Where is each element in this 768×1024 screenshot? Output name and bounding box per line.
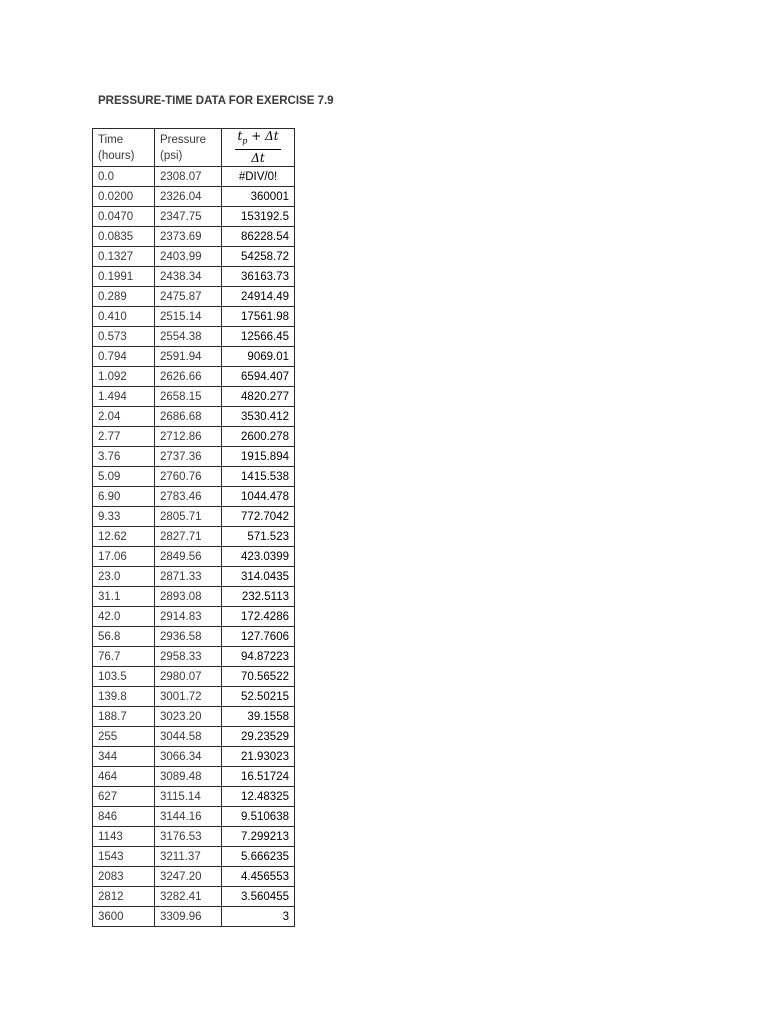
cell-time: 17.06 (93, 547, 155, 567)
cell-horner-ratio: 29.23529 (222, 727, 295, 747)
cell-horner-ratio: 360001 (222, 187, 295, 207)
cell-pressure: 2958.33 (155, 647, 222, 667)
cell-time: 0.794 (93, 347, 155, 367)
cell-horner-ratio: 3 (222, 907, 295, 927)
cell-horner-ratio: 423.0399 (222, 547, 295, 567)
cell-time: 846 (93, 807, 155, 827)
table-row (93, 547, 295, 567)
cell-time: 76.7 (93, 647, 155, 667)
table-row (93, 367, 295, 387)
pressure-header-line2: (psi) (160, 149, 183, 162)
cell-horner-ratio: 12566.45 (222, 327, 295, 347)
table-row (93, 487, 295, 507)
table-row (93, 287, 295, 307)
cell-pressure: 2914.83 (155, 607, 222, 627)
table-row (93, 467, 295, 487)
column-header-pressure (155, 129, 222, 167)
cell-horner-ratio: 17561.98 (222, 307, 295, 327)
cell-horner-ratio: 3530.412 (222, 407, 295, 427)
cell-time: 12.62 (93, 527, 155, 547)
cell-time: 0.289 (93, 287, 155, 307)
table-row (93, 387, 295, 407)
cell-pressure: 3176.53 (155, 827, 222, 847)
cell-time: 1.092 (93, 367, 155, 387)
time-header-line2: (hours) (98, 149, 135, 162)
cell-pressure: 2658.15 (155, 387, 222, 407)
table-row (93, 307, 295, 327)
cell-time: 0.1991 (93, 267, 155, 287)
table-row (93, 627, 295, 647)
cell-time: 1.494 (93, 387, 155, 407)
cell-pressure: 2308.07 (155, 167, 222, 187)
cell-horner-ratio: 232.5113 (222, 587, 295, 607)
cell-horner-ratio: 172.4286 (222, 607, 295, 627)
table-row (93, 587, 295, 607)
cell-pressure: 2871.33 (155, 567, 222, 587)
cell-horner-ratio: 94.87223 (222, 647, 295, 667)
table-row (93, 227, 295, 247)
cell-horner-ratio: 1415.538 (222, 467, 295, 487)
cell-pressure: 3282.41 (155, 887, 222, 907)
table-row (93, 907, 295, 927)
cell-pressure: 2737.36 (155, 447, 222, 467)
table-row (93, 807, 295, 827)
cell-time: 0.0835 (93, 227, 155, 247)
cell-horner-ratio: 12.48325 (222, 787, 295, 807)
table-row (93, 407, 295, 427)
table-row (93, 427, 295, 447)
cell-pressure: 3001.72 (155, 687, 222, 707)
cell-pressure: 2760.76 (155, 467, 222, 487)
cell-pressure: 2827.71 (155, 527, 222, 547)
cell-pressure: 2936.58 (155, 627, 222, 647)
cell-pressure: 2980.07 (155, 667, 222, 687)
table-row (93, 347, 295, 367)
ratio-denominator: Δt (251, 151, 265, 166)
cell-pressure: 2475.87 (155, 287, 222, 307)
cell-pressure: 3066.34 (155, 747, 222, 767)
cell-horner-ratio: 16.51724 (222, 767, 295, 787)
pressure-time-table (92, 128, 295, 927)
cell-horner-ratio: 4820.277 (222, 387, 295, 407)
cell-time: 31.1 (93, 587, 155, 607)
cell-horner-ratio: 153192.5 (222, 207, 295, 227)
cell-horner-ratio: 5.666235 (222, 847, 295, 867)
cell-horner-ratio: 6594.407 (222, 367, 295, 387)
table-row (93, 707, 295, 727)
table-row (93, 567, 295, 587)
cell-pressure: 3211.37 (155, 847, 222, 867)
table-row (93, 507, 295, 527)
cell-time: 2083 (93, 867, 155, 887)
cell-time: 255 (93, 727, 155, 747)
cell-time: 23.0 (93, 567, 155, 587)
cell-pressure: 3144.16 (155, 807, 222, 827)
cell-time: 2812 (93, 887, 155, 907)
cell-time: 0.0200 (93, 187, 155, 207)
cell-time: 0.1327 (93, 247, 155, 267)
cell-pressure: 2373.69 (155, 227, 222, 247)
cell-pressure: 2591.94 (155, 347, 222, 367)
table-body (93, 167, 295, 927)
table-row (93, 267, 295, 287)
table-row (93, 887, 295, 907)
table-row (93, 767, 295, 787)
cell-time: 3.76 (93, 447, 155, 467)
table-row (93, 187, 295, 207)
cell-time: 0.0 (93, 167, 155, 187)
cell-horner-ratio: 21.93023 (222, 747, 295, 767)
pressure-header-line1: Pressure (160, 133, 207, 146)
cell-pressure: 3247.20 (155, 867, 222, 887)
cell-time: 0.410 (93, 307, 155, 327)
cell-pressure: 3309.96 (155, 907, 222, 927)
cell-pressure: 3023.20 (155, 707, 222, 727)
cell-time: 0.0470 (93, 207, 155, 227)
cell-time: 0.573 (93, 327, 155, 347)
page-title: PRESSURE-TIME DATA FOR EXERCISE 7.9 (98, 95, 334, 107)
table-row (93, 827, 295, 847)
cell-horner-ratio: 571.523 (222, 527, 295, 547)
cell-pressure: 2347.75 (155, 207, 222, 227)
table-row (93, 647, 295, 667)
cell-pressure: 2554.38 (155, 327, 222, 347)
cell-horner-ratio: 4.456553 (222, 867, 295, 887)
cell-horner-ratio: 1044.478 (222, 487, 295, 507)
cell-pressure: 2783.46 (155, 487, 222, 507)
cell-time: 627 (93, 787, 155, 807)
cell-horner-ratio: 39.1558 (222, 707, 295, 727)
table-row (93, 867, 295, 887)
ratio-numerator-sub: p (242, 136, 248, 146)
ratio-numerator: $t_p + \Delta t$ (235, 129, 280, 150)
cell-horner-ratio: 2600.278 (222, 427, 295, 447)
cell-horner-ratio: 86228.54 (222, 227, 295, 247)
column-header-time (93, 129, 155, 167)
cell-time: 103.5 (93, 667, 155, 687)
table-row (93, 747, 295, 767)
table-row (93, 247, 295, 267)
cell-time: 1143 (93, 827, 155, 847)
cell-time: 42.0 (93, 607, 155, 627)
cell-time: 2.04 (93, 407, 155, 427)
cell-horner-ratio: 9.510638 (222, 807, 295, 827)
cell-pressure: 2805.71 (155, 507, 222, 527)
cell-pressure: 2686.68 (155, 407, 222, 427)
cell-time: 3600 (93, 907, 155, 927)
cell-time: 6.90 (93, 487, 155, 507)
cell-pressure: 3044.58 (155, 727, 222, 747)
cell-horner-ratio: 127.7606 (222, 627, 295, 647)
table-row (93, 667, 295, 687)
cell-pressure: 2515.14 (155, 307, 222, 327)
cell-horner-ratio: 7.299213 (222, 827, 295, 847)
horner-ratio-formula (235, 129, 280, 166)
cell-time: 56.8 (93, 627, 155, 647)
cell-time: 139.8 (93, 687, 155, 707)
cell-horner-ratio: 52.50215 (222, 687, 295, 707)
cell-horner-ratio: 314.0435 (222, 567, 295, 587)
column-header-horner-ratio (222, 129, 295, 167)
table-row (93, 447, 295, 467)
table-row (93, 727, 295, 747)
table-row (93, 607, 295, 627)
table-row (93, 167, 295, 187)
cell-time: 5.09 (93, 467, 155, 487)
table-row (93, 327, 295, 347)
cell-time: 2.77 (93, 427, 155, 447)
cell-pressure: 2712.86 (155, 427, 222, 447)
cell-horner-ratio: 24914.49 (222, 287, 295, 307)
cell-horner-ratio: #DIV/0! (222, 167, 295, 187)
cell-horner-ratio: 9069.01 (222, 347, 295, 367)
cell-time: 344 (93, 747, 155, 767)
table-row (93, 847, 295, 867)
cell-horner-ratio: 772.7042 (222, 507, 295, 527)
cell-pressure: 2893.08 (155, 587, 222, 607)
cell-pressure: 2849.56 (155, 547, 222, 567)
table-header-row (93, 129, 295, 167)
time-header-line1: Time (98, 133, 124, 146)
table-row (93, 207, 295, 227)
cell-pressure: 2438.34 (155, 267, 222, 287)
table-row (93, 687, 295, 707)
cell-horner-ratio: 70.56522 (222, 667, 295, 687)
cell-time: 464 (93, 767, 155, 787)
cell-pressure: 2403.99 (155, 247, 222, 267)
cell-horner-ratio: 36163.73 (222, 267, 295, 287)
table-row (93, 787, 295, 807)
cell-time: 9.33 (93, 507, 155, 527)
ratio-numerator-t: t (237, 129, 243, 143)
table-row (93, 527, 295, 547)
cell-pressure: 2326.04 (155, 187, 222, 207)
cell-horner-ratio: 1915.894 (222, 447, 295, 467)
cell-pressure: 3115.14 (155, 787, 222, 807)
cell-horner-ratio: 3.560455 (222, 887, 295, 907)
cell-time: 1543 (93, 847, 155, 867)
cell-time: 188.7 (93, 707, 155, 727)
cell-horner-ratio: 54258.72 (222, 247, 295, 267)
cell-pressure: 2626.66 (155, 367, 222, 387)
cell-pressure: 3089.48 (155, 767, 222, 787)
